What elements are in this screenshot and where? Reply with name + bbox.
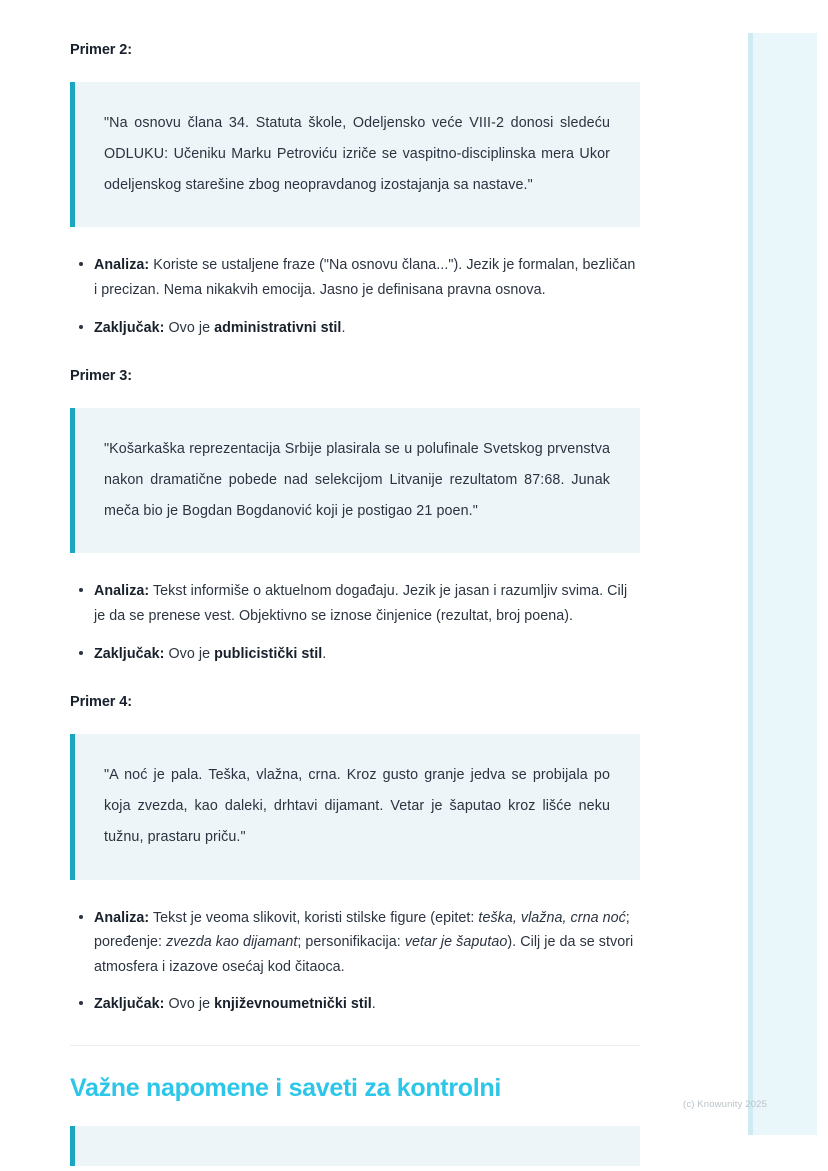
analysis-list-2	[70, 253, 640, 340]
next-quote-truncated	[70, 1126, 640, 1166]
right-panel-edge	[748, 33, 753, 1135]
analysis-text-part-3: ; personifikacija:	[297, 934, 405, 951]
example-label-2: Primer 2:	[70, 42, 132, 58]
conclusion-style-name: publicistički stil	[214, 645, 323, 662]
conclusion-style-name: administrativni stil	[214, 319, 342, 336]
example-label-3: Primer 3:	[70, 368, 132, 385]
section-divider	[70, 1045, 640, 1046]
list-item	[70, 579, 640, 628]
analysis-text: Tekst informiše o aktuelnom događaju. Jezik je jasan i razumljiv svima. Cilj je da se prenese vest. Objektivno se iznose činjenice (rezultat, broj poena).	[94, 583, 628, 624]
example-quote-2: "Na osnovu člana 34. Statuta škole, Odeljensko veće VIII-2 donosi sledeću ODLUKU: Učeniku Marku Petroviću izriče se vaspitno-disciplinska mera Ukor odeljenskog starešine zbog neopravdanog izostajanja sa nastave."	[70, 82, 640, 227]
analysis-emphasis-1: teška, vlažna, crna noć	[478, 909, 626, 926]
page-title: Važne napomene i saveti za kontrolni	[70, 1073, 501, 1102]
analysis-label: Analiza:	[94, 909, 150, 926]
conclusion-prefix: Ovo je	[164, 319, 215, 336]
conclusion-label: Zaključak:	[94, 996, 165, 1013]
analysis-list-3	[70, 579, 640, 666]
conclusion-style-name: književnoumetnički stil	[214, 996, 372, 1013]
list-item	[70, 253, 640, 302]
conclusion-suffix: .	[322, 645, 327, 662]
example-label-4: Primer 4:	[70, 694, 132, 711]
document-content	[70, 0, 640, 1166]
example-quote-4: "A noć je pala. Teška, vlažna, crna. Kroz gusto granje jedva se probijala po koja zvezda, kao daleki, drhtavi dijamant. Vetar je šaputao kroz lišće neku tužnu, prastaru priču."	[70, 734, 640, 879]
example-quote-3: "Košarkaška reprezentacija Srbije plasirala se u polufinale Svetskog prvenstva nakon dramatične pobede nad selekcijom Litvanije rezultatom 87:68. Junak meča bio je Bogdan Bogdanović koji je postigao 21 poen."	[70, 408, 640, 553]
analysis-text-part-4: ). Cilj je da se stvori atmosfera i izazove osećaj kod čitaoca.	[94, 934, 634, 975]
list-item	[70, 316, 640, 341]
analysis-label: Analiza:	[94, 257, 150, 274]
analysis-text: Koriste se ustaljene fraze ("Na osnovu člana..."). Jezik je formalan, bezličan i precizan. Nema nikakvih emocija. Jasno je definisana pravna osnova.	[94, 257, 636, 298]
analysis-text-part-2: ; poređenje:	[94, 909, 630, 951]
conclusion-prefix: Ovo je	[164, 996, 215, 1013]
conclusion-suffix: .	[371, 996, 376, 1013]
analysis-label: Analiza:	[94, 583, 150, 600]
list-item	[70, 906, 640, 980]
right-decorative-panel	[748, 33, 817, 1135]
analysis-emphasis-3: vetar je šaputao	[404, 934, 508, 951]
analysis-text-part-1: Tekst je veoma slikovit, koristi stilske figure (epitet:	[149, 909, 479, 926]
analysis-list-4	[70, 906, 640, 1017]
list-item	[70, 642, 640, 667]
list-item	[70, 992, 640, 1017]
conclusion-label: Zaključak:	[94, 645, 165, 662]
footer-watermark: (c) Knowunity 2025	[683, 1099, 768, 1110]
analysis-emphasis-2: zvezda kao dijamant	[166, 934, 298, 951]
conclusion-prefix: Ovo je	[164, 645, 215, 662]
conclusion-suffix: .	[341, 319, 346, 336]
conclusion-label: Zaključak:	[94, 319, 165, 336]
